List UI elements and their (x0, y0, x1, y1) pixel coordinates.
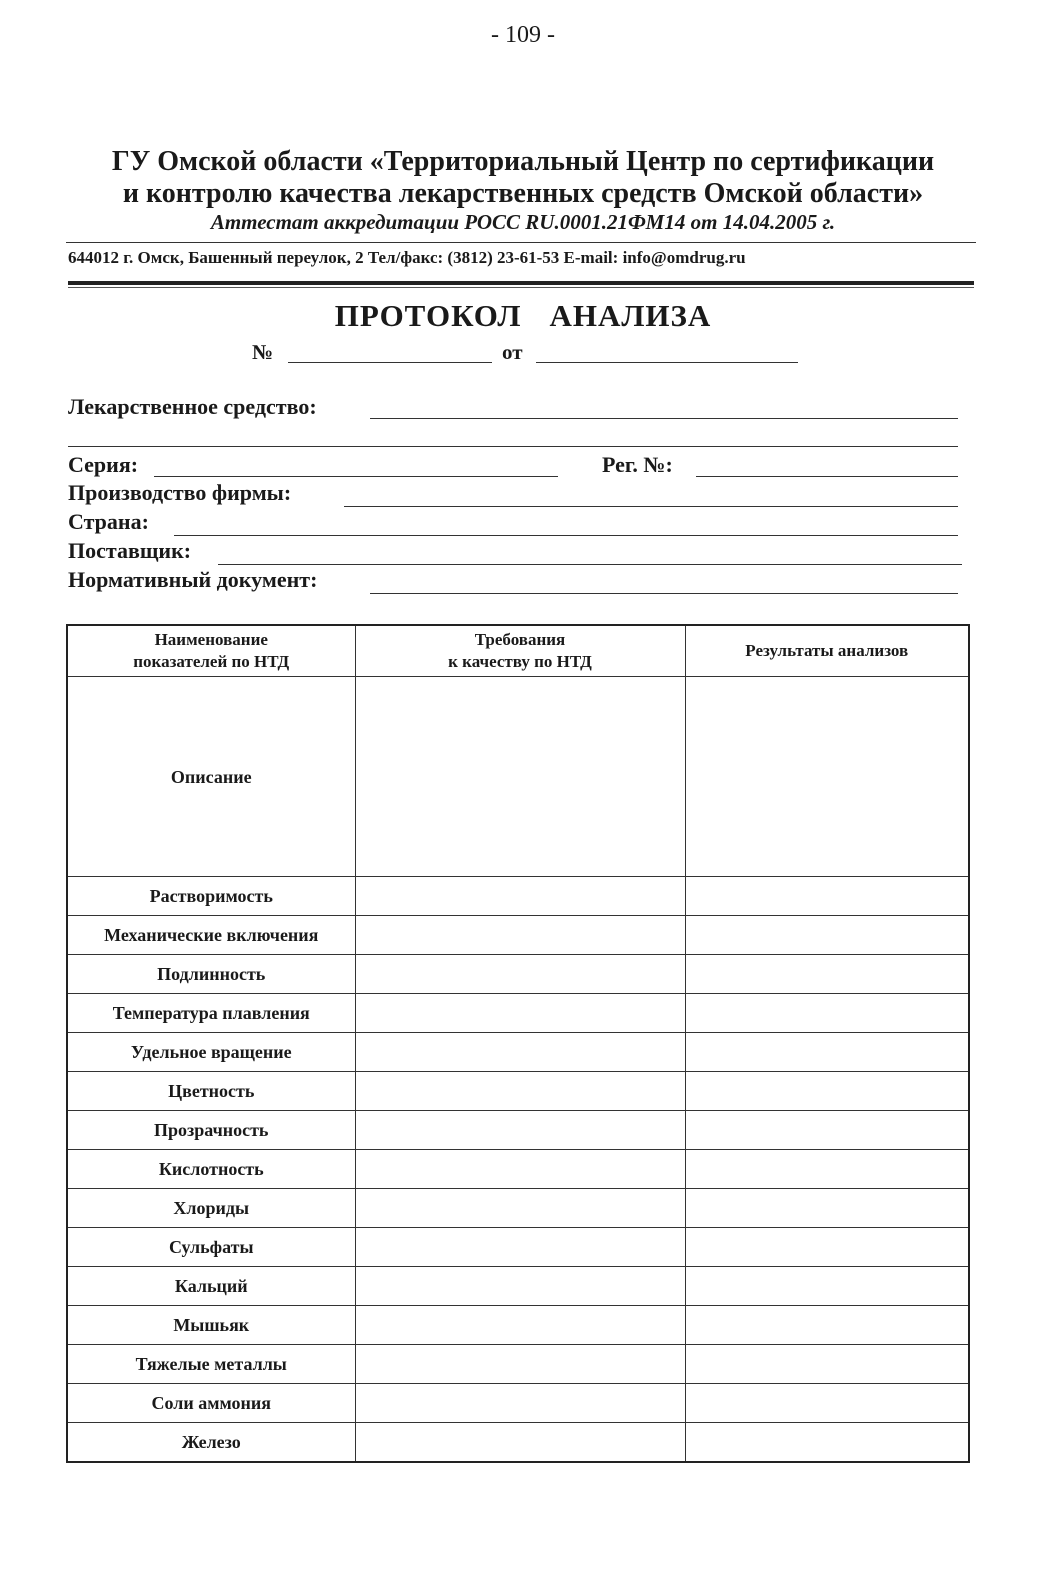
header-text-line: показателей по НТД (133, 652, 290, 671)
reg-no-label: Рег. №: (602, 452, 673, 477)
requirements-cell[interactable] (355, 916, 685, 955)
results-cell[interactable] (685, 994, 969, 1033)
requirements-cell[interactable] (355, 877, 685, 916)
header-text-line: Наименование (154, 630, 268, 649)
indicator-name-cell: Механические включения (67, 916, 355, 955)
results-cell[interactable] (685, 1033, 969, 1072)
series-label: Серия: (68, 452, 139, 477)
results-cell[interactable] (685, 677, 969, 877)
results-cell[interactable] (685, 1150, 969, 1189)
table-row (67, 994, 969, 1033)
drug-label: Лекарственное средство: (68, 394, 317, 419)
header-thin-divider (68, 287, 974, 288)
results-cell[interactable] (685, 1072, 969, 1111)
indicator-name-cell: Растворимость (67, 877, 355, 916)
indicator-name-cell: Цветность (67, 1072, 355, 1111)
requirements-cell[interactable] (355, 1267, 685, 1306)
page-number: - 109 - (491, 22, 555, 48)
indicator-name-cell: Соли аммония (67, 1384, 355, 1423)
supplier-blank[interactable] (218, 564, 962, 565)
drug-blank-continued[interactable] (68, 446, 958, 447)
country-label: Страна: (68, 509, 149, 534)
number-blank[interactable] (288, 362, 492, 363)
requirements-cell[interactable] (355, 994, 685, 1033)
indicator-name-cell: Кислотность (67, 1150, 355, 1189)
results-cell[interactable] (685, 916, 969, 955)
table-row (67, 916, 969, 955)
supplier-label: Поставщик: (68, 538, 192, 563)
indicator-name-cell: Мышьяк (67, 1306, 355, 1345)
table-row (67, 1111, 969, 1150)
requirements-cell[interactable] (355, 1306, 685, 1345)
indicator-name-cell: Описание (67, 677, 355, 877)
table-row (67, 1423, 969, 1463)
reg-no-blank[interactable] (696, 476, 958, 477)
manufacturer-label: Производство фирмы: (68, 480, 292, 505)
header-text-line: Результаты анализов (745, 641, 909, 660)
manufacturer-blank[interactable] (344, 506, 958, 507)
table-row (67, 1384, 969, 1423)
table-row (67, 877, 969, 916)
requirements-cell[interactable] (355, 1072, 685, 1111)
requirements-cell[interactable] (355, 677, 685, 877)
document-title (0, 298, 1046, 334)
organization-name-line2: и контролю качества лекарственных средств Омской области» (122, 178, 924, 209)
table-row (67, 677, 969, 877)
results-cell[interactable] (685, 1423, 969, 1463)
requirements-cell[interactable] (355, 1033, 685, 1072)
country-blank[interactable] (174, 535, 958, 536)
indicator-name-cell: Хлориды (67, 1189, 355, 1228)
requirements-cell[interactable] (355, 1345, 685, 1384)
results-cell[interactable] (685, 1384, 969, 1423)
indicator-name-cell: Сульфаты (67, 1228, 355, 1267)
number-label: № (252, 340, 274, 364)
requirements-cell[interactable] (355, 1189, 685, 1228)
table-row (67, 955, 969, 994)
table-row (67, 1150, 969, 1189)
requirements-cell[interactable] (355, 1423, 685, 1463)
normative-doc-label: Нормативный документ: (68, 567, 318, 592)
table-row (67, 1345, 969, 1384)
title-word-analysis: АНАЛИЗА (549, 298, 712, 333)
results-cell[interactable] (685, 1189, 969, 1228)
column-header-indicator-name (67, 625, 355, 677)
column-header-requirements (355, 625, 685, 677)
table-row (67, 1306, 969, 1345)
table-row (67, 1033, 969, 1072)
header-text-line: Требования (474, 630, 566, 649)
normative-doc-blank[interactable] (370, 593, 958, 594)
indicator-name-cell: Кальций (67, 1267, 355, 1306)
column-header-results (685, 625, 969, 677)
requirements-cell[interactable] (355, 1228, 685, 1267)
series-blank[interactable] (154, 476, 558, 477)
results-cell[interactable] (685, 1306, 969, 1345)
indicator-name-cell: Железо (67, 1423, 355, 1463)
date-blank[interactable] (536, 362, 798, 363)
contact-address: 644012 г. Омск, Башенный переулок, 2 Тел/факс: (3812) 23-61-53 E-mail: info@omdrug.ru (68, 248, 746, 267)
table-row (67, 1189, 969, 1228)
indicator-name-cell: Тяжелые металлы (67, 1345, 355, 1384)
results-cell[interactable] (685, 877, 969, 916)
header-divider (66, 242, 976, 243)
table-header-row (67, 625, 969, 677)
header-text-line: к качеству по НТД (448, 652, 592, 671)
indicator-name-cell: Температура плавления (67, 994, 355, 1033)
indicator-name-cell: Прозрачность (67, 1111, 355, 1150)
table-row (67, 1228, 969, 1267)
requirements-cell[interactable] (355, 955, 685, 994)
drug-blank[interactable] (370, 418, 958, 419)
organization-name-line1: ГУ Омской области «Территориальный Центр по сертификации (111, 146, 935, 177)
results-cell[interactable] (685, 1267, 969, 1306)
requirements-cell[interactable] (355, 1384, 685, 1423)
header-thick-divider (68, 281, 974, 285)
title-word-protocol: ПРОТОКОЛ (334, 298, 522, 333)
requirements-cell[interactable] (355, 1150, 685, 1189)
table-row (67, 1267, 969, 1306)
indicator-name-cell: Удельное вращение (67, 1033, 355, 1072)
date-label: от (502, 340, 523, 364)
results-cell[interactable] (685, 955, 969, 994)
results-cell[interactable] (685, 1228, 969, 1267)
results-cell[interactable] (685, 1345, 969, 1384)
results-cell[interactable] (685, 1111, 969, 1150)
indicator-name-cell: Подлинность (67, 955, 355, 994)
accreditation-info: Аттестат аккредитации РОСС RU.0001.21ФМ14 от 14.04.2005 г. (210, 210, 836, 234)
analysis-results-table (66, 624, 970, 1463)
requirements-cell[interactable] (355, 1111, 685, 1150)
table-row (67, 1072, 969, 1111)
